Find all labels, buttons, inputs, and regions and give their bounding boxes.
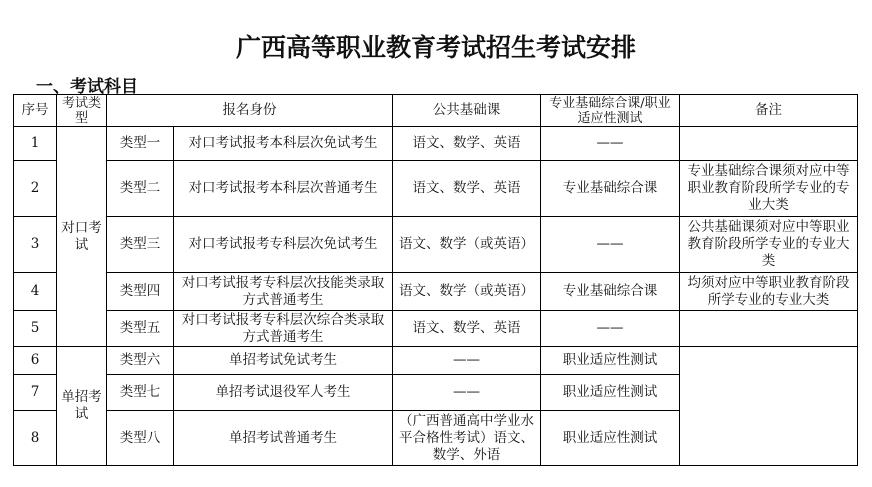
type-cell: 类型八 (107, 411, 174, 466)
group-duikou: 对口考试 (57, 127, 107, 347)
identity-cell: 对口考试报考专科层次综合类录取方式普通考生 (174, 311, 393, 347)
public-cell: —— (393, 375, 541, 411)
identity-cell: 对口考试报考本科层次免试考生 (174, 127, 393, 161)
notes-cell-empty (680, 311, 858, 347)
prof-cell: —— (541, 217, 680, 273)
header-identity: 报名身份 (107, 95, 393, 127)
table-row (14, 347, 858, 375)
header-public-basic: 公共基础课 (393, 95, 541, 127)
table-row (14, 311, 858, 347)
prof-cell: 职业适应性测试 (541, 411, 680, 466)
public-cell: 语文、数学（或英语） (393, 273, 541, 311)
notes-cell-empty (680, 127, 858, 161)
type-cell: 类型二 (107, 161, 174, 217)
public-cell: —— (393, 347, 541, 375)
prof-cell: 专业基础综合课 (541, 161, 680, 217)
table-header-row (14, 95, 858, 127)
notes-cell: 公共基础课须对应中等职业教育阶段所学专业的专业大类 (680, 217, 858, 273)
notes-cell-empty (680, 347, 858, 466)
type-cell: 类型一 (107, 127, 174, 161)
identity-cell: 单招考试普通考生 (174, 411, 393, 466)
seq-cell: 5 (14, 311, 57, 347)
public-cell: 语文、数学、英语 (393, 161, 541, 217)
header-notes: 备注 (680, 95, 858, 127)
header-professional: 专业基础综合课/职业适应性测试 (541, 95, 680, 127)
identity-cell: 对口考试报考本科层次普通考生 (174, 161, 393, 217)
prof-cell: —— (541, 311, 680, 347)
type-cell: 类型五 (107, 311, 174, 347)
prof-cell: 专业基础综合课 (541, 273, 680, 311)
table-row (14, 161, 858, 217)
public-cell: 语文、数学、英语 (393, 311, 541, 347)
type-cell: 类型六 (107, 347, 174, 375)
prof-cell: 职业适应性测试 (541, 375, 680, 411)
identity-cell: 单招考试退役军人考生 (174, 375, 393, 411)
table-row (14, 273, 858, 311)
seq-cell: 7 (14, 375, 57, 411)
identity-cell: 对口考试报考专科层次技能类录取方式普通考生 (174, 273, 393, 311)
header-exam-type: 考试类型 (57, 95, 107, 127)
seq-cell: 2 (14, 161, 57, 217)
exam-subjects-table (13, 94, 858, 466)
page-title: 广西高等职业教育考试招生考试安排 (235, 33, 636, 62)
identity-cell: 对口考试报考专科层次免试考生 (174, 217, 393, 273)
prof-cell: 职业适应性测试 (541, 347, 680, 375)
group-danzhao: 单招考试 (57, 347, 107, 466)
identity-cell: 单招考试免试考生 (174, 347, 393, 375)
seq-cell: 1 (14, 127, 57, 161)
type-cell: 类型三 (107, 217, 174, 273)
seq-cell: 6 (14, 347, 57, 375)
public-cell: 语文、数学、英语 (393, 127, 541, 161)
seq-cell: 3 (14, 217, 57, 273)
table-row (14, 217, 858, 273)
seq-cell: 4 (14, 273, 57, 311)
notes-cell: 专业基础综合课须对应中等职业教育阶段所学专业的专业大类 (680, 161, 858, 217)
prof-cell: —— (541, 127, 680, 161)
table-row (14, 127, 858, 161)
public-cell: （广西普通高中学业水平合格性考试）语文、数学、外语 (393, 411, 541, 466)
public-cell: 语文、数学（或英语） (393, 217, 541, 273)
seq-cell: 8 (14, 411, 57, 466)
header-seq: 序号 (14, 95, 57, 127)
type-cell: 类型四 (107, 273, 174, 311)
notes-cell: 均须对应中等职业教育阶段所学专业的专业大类 (680, 273, 858, 311)
type-cell: 类型七 (107, 375, 174, 411)
section-heading: 一、考试科目 (36, 77, 138, 97)
